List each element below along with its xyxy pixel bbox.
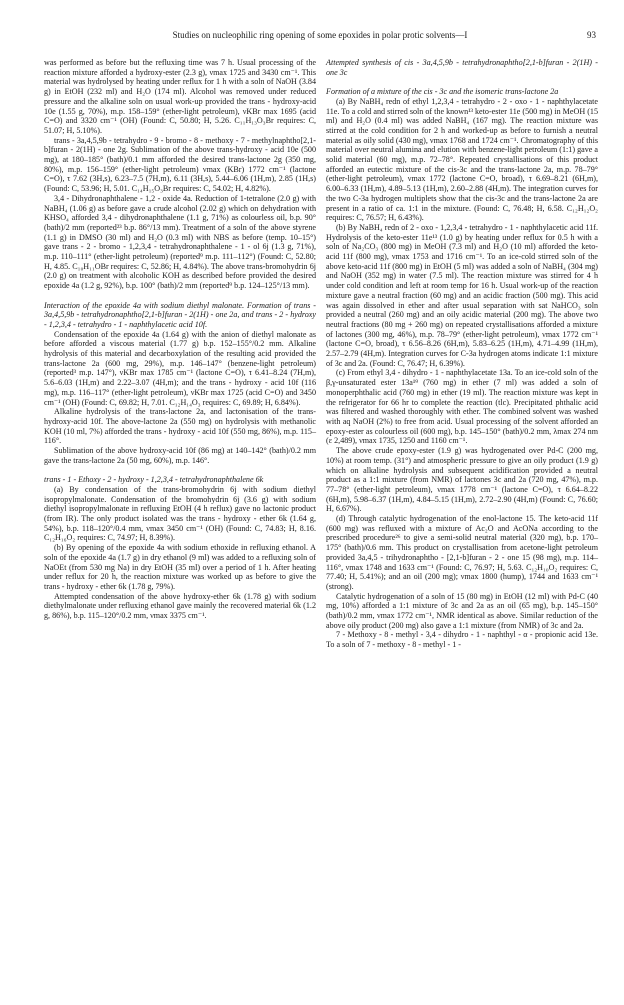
section-heading: Attempted synthesis of cis - 3a,4,5,9b - tetrahydronaphtho[2,1-b]furan - 2(1H) - one 3c xyxy=(326,58,598,77)
paragraph: 7 - Methoxy - 8 - methyl - 3,4 - dihydro - 1 - naphthyl - α - propionic acid 13e. To a soln of 7 - methoxy - 8 - methyl - 1 - xyxy=(326,630,598,650)
spacer xyxy=(44,291,316,301)
paragraph: (c) From ethyl 3,4 - dihydro - 1 - naphthylacetate 13a. To an ice-cold soln of the β,γ-unsaturated ester 13a¹⁹ (760 mg) in ether (7 ml) was added a soln of monoperphthalic acid (760 mg) in ether (19 ml). The reaction mixture was kept in the refrigerator for 66 hr to complete the reaction (tlc). Precipitated phthalic acid was filtered and washed thoroughly with ether. The combined solvent was washed with aq NaOH (2%) to free from acid. Usual processing of the solvent afforded an epoxy-ester as colourless oil (600 mg), b.p. 145–150° (bath)/0.2 mm, λmax 274 nm (ε 2,489), νmax 1735, 1250 and 1160 cm⁻¹. xyxy=(326,368,598,446)
section-heading: Interaction of the epoxide 4a with sodium diethyl malonate. Formation of trans - 3a,4,5,9b - tetrahydronaphtho[2,1-b]furan - 2(1H) - one 2a, and trans - 2 - hydroxy - 1,2,3,4 - tetrahydro - 1 - naphthylacetic acid 10f. xyxy=(44,300,316,329)
paragraph: Sublimation of the above hydroxy-acid 10f (86 mg) at 140–142° (bath)/0.2 mm gave the trans-lactone 2a (50 mg, 60%), m.p. 146°. xyxy=(44,446,316,465)
running-title: Studies on nucleophilic ring opening of some epoxides in polar protic solvents—I xyxy=(172,30,468,40)
paragraph: (b) By opening of the epoxide 4a with sodium ethoxide in refluxing ethanol. A soln of the epoxide 4a (1.7 g) in dry ethanol (9 ml) was added to a refluxing soln of NaOEt (from 530 mg Na) in dry EtOH (35 ml) over a period of 1 h. After heating under reflux for 20 h, the reaction mixture was worked up as before to give the trans - hydroxy - ether 6k (1.78 g, 79%). xyxy=(44,543,316,591)
paragraph: Catalytic hydrogenation of a soln of 15 (80 mg) in EtOH (12 ml) with Pd-C (40 mg, 10%) afforded a 1:1 mixture of 3c and 2a as an oil (65 mg), b.p. 145–150° (bath)/0.2 mm, νmax 1772 cm⁻¹, NMR identical as above. Similar reduction of the above oily product (200 mg) also gave a 1:1 mixture (from NMR) of 3c and 2a. xyxy=(326,591,598,630)
paragraph: was performed as before but the refluxing time was 7 h. Usual processing of the reaction mixture afforded a hydroxy-ester (2.3 g), νmax 1725 and 3430 cm⁻¹. This material was hydrolysed by heating under reflux for 1 h with a soln of NaOH (3.84 g) in EtOH (232 ml) and H₂O (174 ml). Alcohol was removed under reduced pressure and the alkaline soln on usual work-up provided the trans - hydroxy-acid 10e (1.55 g, 70%), m.p. 158–159° (ether-light petroleum), νKBr max 1695 (acid C=O) and 3320 cm⁻¹ (OH) (Found: C, 50.80; H, 5.26. C₁₁H₁₃O₃Br requires: C, 51.07; H, 5.10%). xyxy=(44,58,316,135)
paragraph: (d) Through catalytic hydrogenation of the enol-lactone 15. The keto-acid 11f (600 mg) was refluxed with a mixture of Ac₂O and AcONa according to the prescribed procedure²⁶ to give a semi-solid neutral material (320 mg), b.p. 170–175° (bath)/0.6 mm. This product on crystallisation from acetone-light petroleum provided 3a,4,5 - trihydronaphtho - [2,1-b]furan - 2 - one 15 (98 mg), m.p. 114–116°, νmax 1748 and 1633 cm⁻¹ (Found: C, 76.97; H, 5.63. C₁₂H₁₀O₂ requires: C, 77.40; H, 5.41%); and an oil (200 mg); νmax 1800 (hump), 1744 and 1633 cm⁻¹ (strong). xyxy=(326,514,598,591)
running-header xyxy=(44,30,596,44)
page-number: 93 xyxy=(587,30,596,40)
paragraph: Alkaline hydrolysis of the trans-lactone 2a, and lactonisation of the trans-hydroxy-acid 10f. The above-lactone 2a (550 mg) on hydrolysis with methanolic KOH (10 ml, 7%) afforded the trans - hydroxy - acid 10f (550 mg, 86%), m.p. 115–116°. xyxy=(44,407,316,446)
paragraph: (a) By NaBH₄ redn of ethyl 1,2,3,4 - tetrahydro - 2 - oxo - 1 - naphthylacetate 11e. To a cold and stirred soln of the known¹³ keto-ester 11e (500 mg) in MeOH (15 ml) and H₂O (0.4 ml) was added NaBH₄ (167 mg). The reaction mixture was stirred at the cold condition for 2 h and worked-up as before to furnish a neutral material as oily solid (430 mg), νmax 1768 and 1724 cm⁻¹. Chromatography of this material over neutral alumina and elution with benzene-light petroleum (1:1) gave a solid material (60 mg), m.p. 72–78°. Repeated crystallisations of this product afforded an eutectic mixture of the cis-3c and the trans-lactone 2a, m.p. 78–79° (ether-light petroleum), νmax 1772 (lactone C=O, broad), τ 6.69–8.21 (6H,m), 6.00–6.33 (1H,m), 4.89–5.13 (1H,m), 2.60–2.88 (4H,m). The integration curves for the two C-3a hydrogen multiplets show that the cis-3c and the trans-lactone 2a are present in a ratio of ca. 1:1 in the mixture. (Found: C, 76.48; H, 6.58. C₁₂H₁₂O₂ requires: C, 76.57; H, 6.43%). xyxy=(326,96,598,223)
paragraph: Attempted condensation of the above hydroxy-ether 6k (1.78 g) with sodium diethylmalonate under refluxing ethanol gave mainly the recovered material 6k (1.2 g, 86%), b.p. 115–120°/0.2 mm, νmax 3375 cm⁻¹. xyxy=(44,591,316,621)
left-column xyxy=(44,58,316,621)
paragraph: The above crude epoxy-ester (1.9 g) was hydrogenated over Pd-C (200 mg, 10%) at room temp. (31°) and atmospheric pressure to give an oily product (1.9 g) which on alkaline hydrolysis and subsequent acidification provided a neutral product as a 1:1 mixture (from NMR) of lactones 3c and 2a (720 mg, 47%), m.p. 77–78° (ether-light petroleum), νmax 1778 cm⁻¹ (lactone C=O), τ 6.64–8.22 (6H,m), 5.98–6.37 (1H,m), 4.84–5.15 (1H,m), 2.72–2.90 (4H,m) (Found: C, 76.60; H, 6.67%). xyxy=(326,446,598,514)
paragraph: (b) By NaBH₄ redn of 2 - oxo - 1,2,3,4 - tetrahydro - 1 - naphthylacetic acid 11f. Hydrolysis of the keto-ester 11e¹³ (1.0 g) by heating under reflux for 0.5 h with a soln of Na₂CO₃ (800 mg) in MeOH (7.3 ml) and H₂O (10 ml) afforded the keto-acid 11f (800 mg), νmax 1753 and 1716 cm⁻¹. To an ice-cold stirred soln of the above keto-acid 11f (800 mg) in EtOH (5 ml) was added a soln of NaBH₄ (304 mg) and NaOH (352 mg) in water (7.5 ml). The reaction mixture was stirred for 4 h under cold condition and left at room temp for 16 h. Usual work-up of the reaction mixture gave a neutral fraction (60 mg) and an acidic fraction (500 mg). This acid was again dissolved in ether and after usual separation with sat NaHCO₃ soln provided a neutral (260 mg) and an oily acidic material (200 mg). The above two neutral fractions (80 mg + 260 mg) on repeated crystallisations afforded a mixture of lactones (300 mg, 46%), m.p. 78–79° (ether-light petroleum), νmax 1772 cm⁻¹ (lactone C=O, broad), τ 6.56–8.26 (6H,m), 5.83–6.25 (1H,m), 4.71–4.99 (1H,m), 2.57–2.79 (4H,m). Integration curves for C-3a hydrogen atoms indicate 1:1 mixture of 3c and 2a. (Found: C, 76.47; H, 6.39%). xyxy=(326,222,598,368)
paragraph: (a) By condensation of the trans-bromohydrin 6j with sodium diethyl isopropylmalonate. Condensation of the bromohydrin 6j (3.6 g) with sodium diethyl isopropylmalonate in refluxing EtOH (4 h reflux) gave no lactonic product (from IR). The only product isolated was the trans - hydroxy - ether 6k (1.64 g, 54%), b.p. 118–120°/0.4 mm, νmax 3450 cm⁻¹ (OH) (Found: C, 74.83; H, 8.16. C₁₂H₁₆O₂ requires: C, 74.97; H, 8.39%). xyxy=(44,484,316,543)
paragraph: 3,4 - Dihydronaphthalene - 1,2 - oxide 4a. Reduction of 1-tetralone (2.0 g) with NaBH₄ (1.06 g) as before gave a crude alcohol (2.02 g) which on dehydration with KHSO₄ afforded 3,4 - dihydronaphthalene (1.1 g, 71%) as colourless oil, b.p. 90° (bath)/2 mm (reported²³ b.p. 86°/13 mm). Treatment of a soln of the above styrene (1.1 g) in DMSO (30 ml) and H₂O (0.3 ml) with NBS as before (temp. 10–15°) gave trans - 2 - bromo - 1,2,3,4 - tetrahydronaphthalene - 1 - ol 6j (1.3 g, 71%), m.p. 110–111° (ether-light petroleum) (reported⁹ m.p. 111–112°) (Found: C, 52.80; H, 4.85. C₁₀H₁₁OBr requires: C, 52.86; H, 4.84%). The above trans-bromohydrin 6j (2.0 g) on treatment with alcoholic KOH as described before provided the desired epoxide 4a (1.2 g, 92%), b.p. 100° (bath)/2 mm (reported⁹ b.p. 124–125°/13 mm). xyxy=(44,193,316,291)
spacer xyxy=(44,466,316,476)
section-heading: Formation of a mixture of the cis - 3c and the isomeric trans-lactone 2a xyxy=(326,87,559,97)
paragraph: Condensation of the epoxide 4a (1.64 g) with the anion of diethyl malonate as before afforded a viscous material (1.77 g) b.p. 152–155°/0.2 mm. Alkaline hydrolysis of this material and decarboxylation of the resulting acid provided the trans-lactone 2a (600 mg, 29%), m.p. 146–147° (benzene-light petroleum) (reported³ m.p. 147°), νKBr max 1785 cm⁻¹ (lactone C=O), τ 6.41–8.24 (7H,m), 5.6–6.03 (1H,m) and 2.22–3.07 (4H,m); and the trans - hydroxy - acid 10f (116 mg), m.p. 116–117° (ether-light petroleum), νKBr max 1725 (acid C=O) and 3450 cm⁻¹ (OH) (Found: C, 69.82; H, 7.01. C₁₂H₁₄O₃ requires: C, 69.89; H, 6.84%). xyxy=(44,329,316,407)
paragraph: trans - 3a,4,5,9b - tetrahydro - 9 - bromo - 8 - methoxy - 7 - methylnaphtho[2,1-b]furan - 2(1H) - one 2g. Sublimation of the above trans-hydroxy - acid 10e (500 mg), at 180–185° (bath)/0.1 mm afforded the desired trans-lactone 2g (350 mg, 80%), m.p. 156–159° (ether-light petroleum) νmax (KBr) 1772 cm⁻¹ (lactone C=O), τ 7.62 (3H,s), 6.23–7.5 (7H,m), 6.11 (3H,s), 5.44–6.06 (1H,m), 2.85 (1H,s) (Found: C, 53.96; H, 5.01. C₁₄H₁₅O₃Br requires: C, 54.02; H, 4.82%). xyxy=(44,135,316,194)
right-column xyxy=(326,58,598,650)
section-heading: trans - 1 - Ethoxy - 2 - hydroxy - 1,2,3,4 - tetrahydronaphthalene 6k xyxy=(44,475,264,485)
spacer xyxy=(326,77,598,87)
